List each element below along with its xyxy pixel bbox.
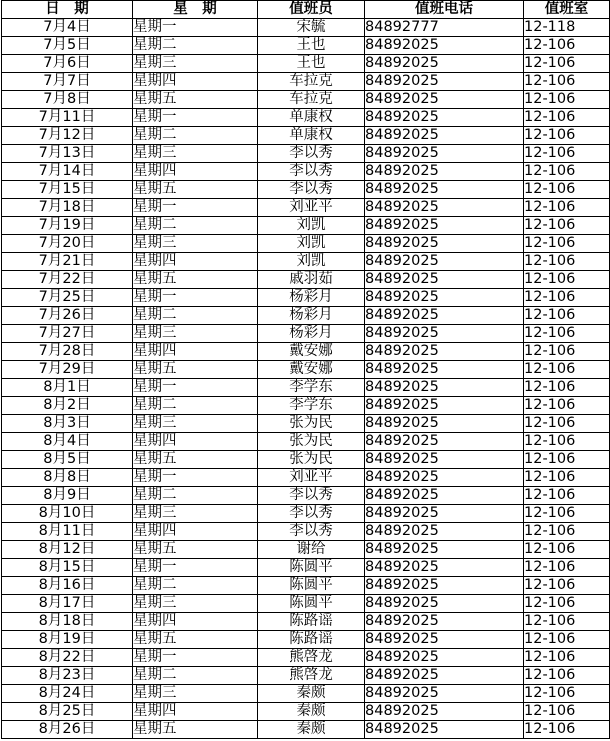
- date-cell: 7月12日: [2, 127, 133, 145]
- phone-cell: 84892025: [365, 163, 524, 181]
- table-row: [2, 271, 610, 289]
- room-cell: 12-106: [524, 595, 610, 613]
- phone-cell: 84892025: [365, 595, 524, 613]
- table-row: [2, 415, 610, 433]
- room-cell: 12-106: [524, 559, 610, 577]
- person-cell: 李以秀: [258, 505, 365, 523]
- table-row: [2, 595, 610, 613]
- person-cell: 李以秀: [258, 163, 365, 181]
- person-cell: 秦颇: [258, 685, 365, 703]
- person-cell: 王也: [258, 55, 365, 73]
- weekday-cell: 星期三: [133, 505, 258, 523]
- person-cell: 杨彩月: [258, 307, 365, 325]
- date-cell: 8月4日: [2, 433, 133, 451]
- room-cell: 12-106: [524, 343, 610, 361]
- table-row: [2, 379, 610, 397]
- phone-cell: 84892025: [365, 559, 524, 577]
- table-row: [2, 163, 610, 181]
- phone-cell: 84892025: [365, 91, 524, 109]
- date-cell: 7月8日: [2, 91, 133, 109]
- room-cell: 12-106: [524, 307, 610, 325]
- date-cell: 7月28日: [2, 343, 133, 361]
- phone-cell: 84892025: [365, 523, 524, 541]
- phone-cell: 84892025: [365, 217, 524, 235]
- date-cell: 8月16日: [2, 577, 133, 595]
- person-cell: 陈圆平: [258, 559, 365, 577]
- room-cell: 12-106: [524, 379, 610, 397]
- table-row: [2, 361, 610, 379]
- phone-cell: 84892025: [365, 433, 524, 451]
- person-cell: 陈圆平: [258, 595, 365, 613]
- weekday-cell: 星期三: [133, 325, 258, 343]
- date-cell: 8月3日: [2, 415, 133, 433]
- person-cell: 陈路谣: [258, 631, 365, 649]
- person-cell: 车拉克: [258, 91, 365, 109]
- table-row: [2, 55, 610, 73]
- phone-cell: 84892025: [365, 397, 524, 415]
- date-cell: 8月5日: [2, 451, 133, 469]
- room-cell: 12-118: [524, 19, 610, 37]
- header-row: [2, 1, 610, 19]
- phone-cell: 84892025: [365, 379, 524, 397]
- room-cell: 12-106: [524, 325, 610, 343]
- person-cell: 杨彩月: [258, 325, 365, 343]
- date-cell: 8月24日: [2, 685, 133, 703]
- phone-cell: 84892025: [365, 127, 524, 145]
- phone-cell: 84892025: [365, 343, 524, 361]
- phone-cell: 84892025: [365, 631, 524, 649]
- phone-cell: 84892025: [365, 721, 524, 739]
- room-cell: 12-106: [524, 649, 610, 667]
- person-cell: 陈路谣: [258, 613, 365, 631]
- weekday-cell: 星期三: [133, 595, 258, 613]
- person-cell: 刘亚平: [258, 469, 365, 487]
- date-cell: 8月11日: [2, 523, 133, 541]
- table-row: [2, 109, 610, 127]
- room-cell: 12-106: [524, 55, 610, 73]
- date-cell: 8月8日: [2, 469, 133, 487]
- table-row: [2, 649, 610, 667]
- room-cell: 12-106: [524, 199, 610, 217]
- phone-cell: 84892025: [365, 181, 524, 199]
- date-cell: 8月18日: [2, 613, 133, 631]
- phone-cell: 84892025: [365, 487, 524, 505]
- phone-cell: 84892025: [365, 235, 524, 253]
- duty-roster-table: [1, 0, 610, 739]
- room-cell: 12-106: [524, 397, 610, 415]
- table-row: [2, 343, 610, 361]
- room-cell: 12-106: [524, 451, 610, 469]
- date-cell: 7月4日: [2, 19, 133, 37]
- table-row: [2, 613, 610, 631]
- date-cell: 7月22日: [2, 271, 133, 289]
- weekday-cell: 星期四: [133, 253, 258, 271]
- date-cell: 8月15日: [2, 559, 133, 577]
- weekday-cell: 星期四: [133, 613, 258, 631]
- person-cell: 熊啓龙: [258, 667, 365, 685]
- person-cell: 刘凯: [258, 217, 365, 235]
- room-cell: 12-106: [524, 469, 610, 487]
- date-cell: 7月25日: [2, 289, 133, 307]
- table-row: [2, 577, 610, 595]
- weekday-cell: 星期四: [133, 523, 258, 541]
- phone-cell: 84892025: [365, 73, 524, 91]
- table-row: [2, 667, 610, 685]
- header-weekday: 星 期: [133, 1, 258, 19]
- person-cell: 宋毓: [258, 19, 365, 37]
- phone-cell: 84892025: [365, 307, 524, 325]
- weekday-cell: 星期二: [133, 397, 258, 415]
- person-cell: 戚羽茹: [258, 271, 365, 289]
- phone-cell: 84892025: [365, 361, 524, 379]
- date-cell: 8月19日: [2, 631, 133, 649]
- phone-cell: 84892025: [365, 505, 524, 523]
- room-cell: 12-106: [524, 181, 610, 199]
- person-cell: 熊啓龙: [258, 649, 365, 667]
- table-row: [2, 451, 610, 469]
- date-cell: 7月26日: [2, 307, 133, 325]
- person-cell: 戴安娜: [258, 361, 365, 379]
- weekday-cell: 星期四: [133, 433, 258, 451]
- room-cell: 12-106: [524, 37, 610, 55]
- date-cell: 7月21日: [2, 253, 133, 271]
- phone-cell: 84892025: [365, 703, 524, 721]
- date-cell: 8月17日: [2, 595, 133, 613]
- person-cell: 张为民: [258, 433, 365, 451]
- room-cell: 12-106: [524, 505, 610, 523]
- room-cell: 12-106: [524, 487, 610, 505]
- person-cell: 李以秀: [258, 181, 365, 199]
- weekday-cell: 星期五: [133, 91, 258, 109]
- weekday-cell: 星期二: [133, 307, 258, 325]
- table-row: [2, 19, 610, 37]
- room-cell: 12-106: [524, 73, 610, 91]
- date-cell: 8月9日: [2, 487, 133, 505]
- person-cell: 秦颇: [258, 721, 365, 739]
- phone-cell: 84892025: [365, 145, 524, 163]
- header-room: 值班室: [524, 1, 610, 19]
- room-cell: 12-106: [524, 253, 610, 271]
- room-cell: 12-106: [524, 217, 610, 235]
- date-cell: 7月27日: [2, 325, 133, 343]
- table-row: [2, 469, 610, 487]
- phone-cell: 84892777: [365, 19, 524, 37]
- room-cell: 12-106: [524, 541, 610, 559]
- person-cell: 单康权: [258, 127, 365, 145]
- date-cell: 7月5日: [2, 37, 133, 55]
- phone-cell: 84892025: [365, 325, 524, 343]
- date-cell: 7月13日: [2, 145, 133, 163]
- weekday-cell: 星期四: [133, 73, 258, 91]
- phone-cell: 84892025: [365, 289, 524, 307]
- date-cell: 8月23日: [2, 667, 133, 685]
- phone-cell: 84892025: [365, 253, 524, 271]
- weekday-cell: 星期二: [133, 577, 258, 595]
- date-cell: 7月14日: [2, 163, 133, 181]
- person-cell: 李以秀: [258, 487, 365, 505]
- phone-cell: 84892025: [365, 649, 524, 667]
- table-row: [2, 73, 610, 91]
- weekday-cell: 星期一: [133, 289, 258, 307]
- table-row: [2, 37, 610, 55]
- weekday-cell: 星期三: [133, 235, 258, 253]
- weekday-cell: 星期五: [133, 271, 258, 289]
- person-cell: 李以秀: [258, 523, 365, 541]
- date-cell: 8月25日: [2, 703, 133, 721]
- weekday-cell: 星期一: [133, 649, 258, 667]
- person-cell: 李以秀: [258, 145, 365, 163]
- table-row: [2, 217, 610, 235]
- phone-cell: 84892025: [365, 109, 524, 127]
- table-row: [2, 523, 610, 541]
- weekday-cell: 星期四: [133, 163, 258, 181]
- weekday-cell: 星期五: [133, 631, 258, 649]
- table-row: [2, 325, 610, 343]
- room-cell: 12-106: [524, 289, 610, 307]
- room-cell: 12-106: [524, 667, 610, 685]
- person-cell: 秦颇: [258, 703, 365, 721]
- table-row: [2, 685, 610, 703]
- weekday-cell: 星期五: [133, 181, 258, 199]
- room-cell: 12-106: [524, 109, 610, 127]
- room-cell: 12-106: [524, 235, 610, 253]
- phone-cell: 84892025: [365, 37, 524, 55]
- date-cell: 7月15日: [2, 181, 133, 199]
- weekday-cell: 星期一: [133, 19, 258, 37]
- date-cell: 7月7日: [2, 73, 133, 91]
- weekday-cell: 星期三: [133, 145, 258, 163]
- roster-body: [2, 19, 610, 739]
- phone-cell: 84892025: [365, 577, 524, 595]
- phone-cell: 84892025: [365, 451, 524, 469]
- phone-cell: 84892025: [365, 55, 524, 73]
- table-row: [2, 145, 610, 163]
- date-cell: 7月20日: [2, 235, 133, 253]
- weekday-cell: 星期五: [133, 361, 258, 379]
- table-row: [2, 181, 610, 199]
- table-row: [2, 541, 610, 559]
- room-cell: 12-106: [524, 127, 610, 145]
- person-cell: 刘亚平: [258, 199, 365, 217]
- weekday-cell: 星期一: [133, 109, 258, 127]
- phone-cell: 84892025: [365, 613, 524, 631]
- table-row: [2, 253, 610, 271]
- phone-cell: 84892025: [365, 667, 524, 685]
- weekday-cell: 星期二: [133, 667, 258, 685]
- person-cell: 谢给: [258, 541, 365, 559]
- table-row: [2, 505, 610, 523]
- date-cell: 8月22日: [2, 649, 133, 667]
- header-date: 日 期: [2, 1, 133, 19]
- table-row: [2, 703, 610, 721]
- room-cell: 12-106: [524, 91, 610, 109]
- table-row: [2, 199, 610, 217]
- table-row: [2, 487, 610, 505]
- room-cell: 12-106: [524, 523, 610, 541]
- weekday-cell: 星期二: [133, 127, 258, 145]
- person-cell: 杨彩月: [258, 289, 365, 307]
- person-cell: 张为民: [258, 451, 365, 469]
- person-cell: 单康权: [258, 109, 365, 127]
- weekday-cell: 星期五: [133, 721, 258, 739]
- room-cell: 12-106: [524, 361, 610, 379]
- room-cell: 12-106: [524, 271, 610, 289]
- table-row: [2, 559, 610, 577]
- person-cell: 李学东: [258, 379, 365, 397]
- date-cell: 8月26日: [2, 721, 133, 739]
- date-cell: 7月18日: [2, 199, 133, 217]
- weekday-cell: 星期一: [133, 469, 258, 487]
- phone-cell: 84892025: [365, 271, 524, 289]
- weekday-cell: 星期四: [133, 703, 258, 721]
- room-cell: 12-106: [524, 631, 610, 649]
- header-person: 值班员: [258, 1, 365, 19]
- person-cell: 戴安娜: [258, 343, 365, 361]
- table-row: [2, 307, 610, 325]
- phone-cell: 84892025: [365, 415, 524, 433]
- table-row: [2, 631, 610, 649]
- date-cell: 7月11日: [2, 109, 133, 127]
- phone-cell: 84892025: [365, 199, 524, 217]
- room-cell: 12-106: [524, 703, 610, 721]
- room-cell: 12-106: [524, 721, 610, 739]
- room-cell: 12-106: [524, 415, 610, 433]
- weekday-cell: 星期三: [133, 55, 258, 73]
- weekday-cell: 星期四: [133, 343, 258, 361]
- table-row: [2, 127, 610, 145]
- table-row: [2, 721, 610, 739]
- table-row: [2, 289, 610, 307]
- weekday-cell: 星期三: [133, 685, 258, 703]
- weekday-cell: 星期二: [133, 37, 258, 55]
- weekday-cell: 星期二: [133, 217, 258, 235]
- weekday-cell: 星期五: [133, 451, 258, 469]
- date-cell: 7月6日: [2, 55, 133, 73]
- person-cell: 陈圆平: [258, 577, 365, 595]
- weekday-cell: 星期五: [133, 541, 258, 559]
- weekday-cell: 星期一: [133, 559, 258, 577]
- date-cell: 8月12日: [2, 541, 133, 559]
- header-phone: 值班电话: [365, 1, 524, 19]
- phone-cell: 84892025: [365, 541, 524, 559]
- phone-cell: 84892025: [365, 685, 524, 703]
- room-cell: 12-106: [524, 613, 610, 631]
- date-cell: 7月29日: [2, 361, 133, 379]
- weekday-cell: 星期三: [133, 415, 258, 433]
- date-cell: 7月19日: [2, 217, 133, 235]
- table-row: [2, 235, 610, 253]
- person-cell: 张为民: [258, 415, 365, 433]
- room-cell: 12-106: [524, 145, 610, 163]
- date-cell: 8月1日: [2, 379, 133, 397]
- date-cell: 8月2日: [2, 397, 133, 415]
- weekday-cell: 星期一: [133, 379, 258, 397]
- person-cell: 李学东: [258, 397, 365, 415]
- phone-cell: 84892025: [365, 469, 524, 487]
- weekday-cell: 星期一: [133, 199, 258, 217]
- person-cell: 车拉克: [258, 73, 365, 91]
- date-cell: 8月10日: [2, 505, 133, 523]
- room-cell: 12-106: [524, 685, 610, 703]
- table-row: [2, 91, 610, 109]
- person-cell: 刘凯: [258, 235, 365, 253]
- person-cell: 刘凯: [258, 253, 365, 271]
- table-row: [2, 397, 610, 415]
- table-row: [2, 433, 610, 451]
- weekday-cell: 星期二: [133, 487, 258, 505]
- room-cell: 12-106: [524, 433, 610, 451]
- room-cell: 12-106: [524, 577, 610, 595]
- room-cell: 12-106: [524, 163, 610, 181]
- person-cell: 王也: [258, 37, 365, 55]
